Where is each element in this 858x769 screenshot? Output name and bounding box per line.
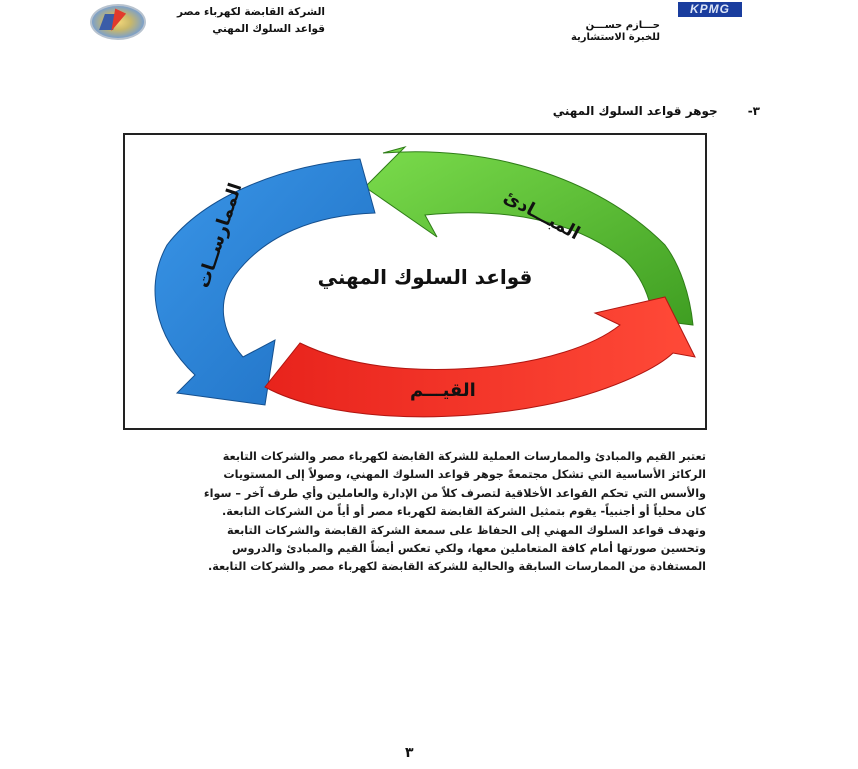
paragraph-line: والأسس التي تحكم القواعد الأخلاقية لتصرف كلاً من الإدارة والعاملين وأي طرف آخر – سواء: [203, 486, 706, 500]
header-left: [90, 4, 146, 40]
document-title: قواعد السلوك المهني: [212, 23, 325, 35]
eehc-logo-icon: [90, 4, 146, 40]
paragraph-line: تعتبر القيم والمبادئ والممارسات العملية للشركة القابضة لكهرباء مصر والشركات التابعة: [222, 450, 706, 463]
company-name: الشركة القابضة لكهرباء مصر: [176, 6, 325, 18]
body-paragraph: [80, 448, 706, 577]
values-arrow: [265, 297, 695, 417]
paragraph-line: المستفادة من الممارسات السابقة والحالية للشركة القابضة لكهرباء مصر والشركات التابعة.: [207, 560, 706, 574]
paragraph-line: كان محلياً أو أجنبياً- يقوم بتمثيل الشركة القابضة لكهرباء مصر أو أياً من الشركات التابعة.: [222, 505, 706, 519]
principles-label: المبـــادئ: [499, 186, 584, 245]
section-heading: [553, 104, 760, 118]
cycle-diagram: [123, 133, 707, 430]
section-title: جوهر قواعد السلوك المهني: [552, 104, 718, 118]
diagram-center-label: قواعد السلوك المهني: [317, 265, 533, 289]
values-label: القيـــم: [410, 380, 476, 401]
practices-label: الممارســات: [192, 180, 247, 291]
header-right-text: [560, 20, 660, 44]
section-number: ٣-: [747, 104, 760, 118]
paragraph-line: الركائز الأساسية التي تشكل مجتمعةً جوهر قواعد السلوك المهني، وصولاً إلى المستويات: [223, 468, 706, 482]
consultant-name: حـــازم حســـن: [585, 20, 660, 31]
paragraph-line: وتهدف قواعد السلوك المهني إلى الحفاظ على سمعة الشركة القابضة والشركات التابعة: [227, 523, 706, 537]
paragraph-line: وتحسين صورتها أمام كافة المتعاملين معها، ولكي تعكس أيضاً القيم والمبادئ والدروس: [232, 542, 706, 556]
consultant-role: للخبرة الاستشارية: [570, 32, 660, 43]
principles-arrow: [365, 147, 693, 325]
page-number: ٣: [405, 745, 414, 761]
kpmg-logo: KPMG: [678, 2, 742, 17]
header-left-text: [150, 4, 325, 38]
